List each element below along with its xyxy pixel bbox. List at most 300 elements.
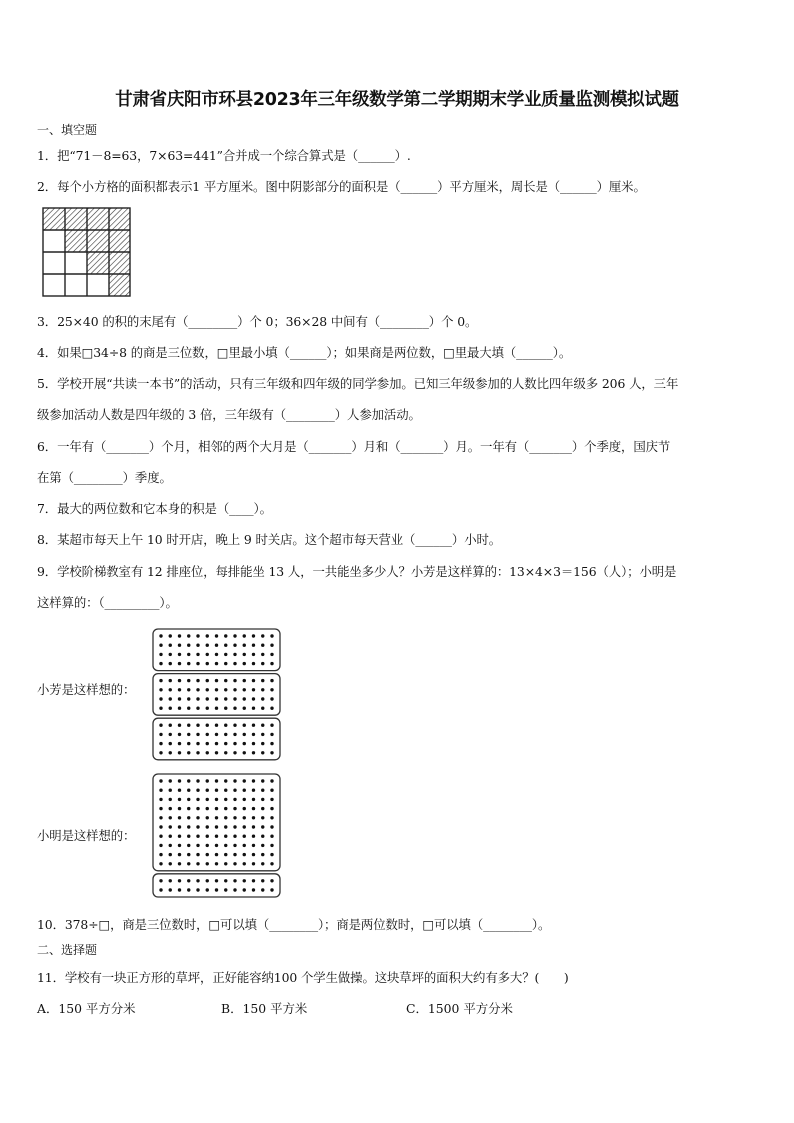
dot	[243, 662, 246, 665]
dot	[243, 733, 246, 736]
dot	[169, 751, 172, 754]
dot	[159, 835, 162, 838]
dot	[215, 816, 218, 819]
dot	[178, 789, 181, 792]
dot	[187, 662, 190, 665]
dot	[187, 697, 190, 700]
question-8: 8．某超市每天上午 10 时开店，晚上 9 时关店。这个超市每天营业（______）小时。	[37, 532, 502, 547]
dot	[206, 662, 209, 665]
dot	[224, 862, 227, 865]
dot	[224, 888, 227, 891]
dot	[243, 825, 246, 828]
dot	[159, 724, 162, 727]
dot	[187, 679, 190, 682]
dot	[187, 688, 190, 691]
dot	[252, 862, 255, 865]
dot	[270, 697, 273, 700]
dot	[252, 679, 255, 682]
dot	[215, 879, 218, 882]
xiaofang-dot-diagram	[152, 628, 282, 754]
dot	[215, 707, 218, 710]
question-11: 11．学校有一块正方形的草坪，正好能容纳100 个学生做操。这块草坪的面积大约有多大？( )	[37, 970, 569, 985]
dot	[252, 742, 255, 745]
dot	[261, 733, 264, 736]
question-9-line-1: 9．学校阶梯教室有 12 排座位，每排能坐 13 人，一共能坐多少人？小芳是这样算的：13×4×3＝156（人）；小明是	[37, 564, 677, 579]
dot	[178, 798, 181, 801]
question-5-line-2: 级参加活动人数是四年级的 3 倍，三年级有（________）人参加活动。	[37, 407, 421, 422]
dot	[187, 653, 190, 656]
dot	[196, 644, 199, 647]
dot	[196, 816, 199, 819]
dot	[233, 697, 236, 700]
dot	[178, 653, 181, 656]
dot	[233, 888, 236, 891]
dot	[178, 662, 181, 665]
dot	[243, 679, 246, 682]
dot	[252, 751, 255, 754]
dot	[270, 807, 273, 810]
dot	[252, 724, 255, 727]
dot	[261, 835, 264, 838]
dot	[187, 751, 190, 754]
dot	[187, 779, 190, 782]
dot	[196, 862, 199, 865]
dot	[270, 751, 273, 754]
dot	[243, 888, 246, 891]
dot	[206, 751, 209, 754]
dot	[159, 844, 162, 847]
dot	[224, 879, 227, 882]
dot	[252, 835, 255, 838]
dot	[159, 707, 162, 710]
question-1: 1．把“71－8=63，7×63=441”合并成一个综合算式是（______）.	[37, 148, 411, 163]
dot	[206, 798, 209, 801]
dot	[233, 662, 236, 665]
option-c[interactable]: C．1500 平方分米	[406, 1001, 513, 1016]
dot	[215, 789, 218, 792]
dot	[169, 653, 172, 656]
dot	[187, 724, 190, 727]
dot	[196, 807, 199, 810]
dot	[224, 634, 227, 637]
option-a[interactable]: A．150 平方分米	[37, 1001, 136, 1016]
dot	[196, 679, 199, 682]
dot	[196, 742, 199, 745]
dot	[206, 733, 209, 736]
dot	[270, 679, 273, 682]
dot	[196, 879, 199, 882]
dot	[159, 751, 162, 754]
dot	[159, 644, 162, 647]
dot	[270, 789, 273, 792]
dot	[224, 688, 227, 691]
dot	[206, 844, 209, 847]
dot	[178, 733, 181, 736]
dot	[233, 742, 236, 745]
question-10: 10．378÷□，商是三位数时，□可以填（________）；商是两位数时，□可以填（________）。	[37, 917, 551, 932]
dot	[169, 662, 172, 665]
dot	[206, 644, 209, 647]
dot	[233, 789, 236, 792]
dot	[215, 733, 218, 736]
section-heading-choice: 二、选择题	[37, 943, 98, 957]
dot	[169, 688, 172, 691]
dot	[261, 779, 264, 782]
dot	[215, 825, 218, 828]
dot	[270, 733, 273, 736]
dot	[243, 653, 246, 656]
dot	[243, 862, 246, 865]
dot	[215, 888, 218, 891]
dot	[261, 888, 264, 891]
dot	[178, 779, 181, 782]
dot	[196, 634, 199, 637]
dot	[261, 844, 264, 847]
dot	[252, 816, 255, 819]
dot	[252, 844, 255, 847]
dot	[261, 653, 264, 656]
dot	[243, 724, 246, 727]
xiaofang-label: 小芳是这样想的：	[37, 682, 136, 697]
dot	[159, 688, 162, 691]
dot	[187, 733, 190, 736]
dot	[224, 662, 227, 665]
dot	[215, 862, 218, 865]
dot	[270, 798, 273, 801]
xiaoming-group-2-rows	[153, 874, 280, 897]
dot	[206, 807, 209, 810]
dot	[243, 707, 246, 710]
dot	[169, 835, 172, 838]
dot	[270, 825, 273, 828]
dot	[243, 751, 246, 754]
dot	[206, 688, 209, 691]
dot	[270, 724, 273, 727]
dot	[178, 835, 181, 838]
dot	[233, 862, 236, 865]
dot	[243, 844, 246, 847]
dot	[178, 742, 181, 745]
dot	[215, 844, 218, 847]
dot	[233, 835, 236, 838]
dot	[187, 853, 190, 856]
dot	[252, 789, 255, 792]
shaded-grid-figure	[43, 208, 131, 298]
dot	[206, 779, 209, 782]
dot	[215, 679, 218, 682]
dot	[196, 653, 199, 656]
dot	[270, 879, 273, 882]
dot	[252, 853, 255, 856]
dot	[206, 816, 209, 819]
dot	[169, 807, 172, 810]
dot	[243, 779, 246, 782]
dot	[159, 862, 162, 865]
dot	[169, 816, 172, 819]
dot	[178, 634, 181, 637]
xiaoming-label: 小明是这样想的：	[37, 828, 136, 843]
dot	[270, 634, 273, 637]
dot	[215, 742, 218, 745]
dot	[233, 751, 236, 754]
dot	[224, 742, 227, 745]
dot	[243, 634, 246, 637]
dot	[206, 697, 209, 700]
dot	[243, 789, 246, 792]
dot	[178, 724, 181, 727]
dot	[196, 751, 199, 754]
dot	[243, 688, 246, 691]
dot	[224, 798, 227, 801]
dot	[178, 644, 181, 647]
dot	[252, 798, 255, 801]
dot	[243, 742, 246, 745]
dot	[206, 724, 209, 727]
dot	[178, 807, 181, 810]
dot	[261, 662, 264, 665]
section-heading-fill-blank: 一、填空题	[37, 123, 98, 137]
dot	[233, 724, 236, 727]
dot	[169, 888, 172, 891]
dot	[159, 697, 162, 700]
dot	[233, 853, 236, 856]
dot	[196, 688, 199, 691]
dot	[233, 644, 236, 647]
dot	[215, 688, 218, 691]
question-3: 3．25×40 的积的末尾有（________）个 0；36×28 中间有（________）个 0。	[37, 314, 478, 329]
dot	[187, 789, 190, 792]
dot	[187, 888, 190, 891]
dot	[252, 888, 255, 891]
dot	[196, 662, 199, 665]
dot	[252, 634, 255, 637]
dot	[252, 807, 255, 810]
dot	[169, 644, 172, 647]
dot	[169, 825, 172, 828]
dot	[233, 816, 236, 819]
dot	[159, 816, 162, 819]
dot	[196, 825, 199, 828]
xiaoming-dot-diagram	[152, 773, 282, 897]
dot	[215, 653, 218, 656]
dot	[233, 807, 236, 810]
dot	[261, 679, 264, 682]
xiaofang-group-1	[153, 629, 280, 671]
dot	[196, 733, 199, 736]
dot	[261, 879, 264, 882]
dot	[178, 879, 181, 882]
dot	[270, 662, 273, 665]
dot	[215, 835, 218, 838]
dot	[196, 697, 199, 700]
dot	[243, 879, 246, 882]
dot	[178, 679, 181, 682]
dot	[206, 653, 209, 656]
dot	[270, 742, 273, 745]
dot	[206, 853, 209, 856]
question-2: 2．每个小方格的面积都表示1 平方厘米。图中阴影部分的面积是（______）平方厘米，周长是（______）厘米。	[37, 179, 646, 194]
dot	[196, 724, 199, 727]
dot	[224, 751, 227, 754]
dot	[178, 751, 181, 754]
dot	[196, 798, 199, 801]
dot	[224, 644, 227, 647]
dot	[159, 742, 162, 745]
dot	[233, 879, 236, 882]
dot	[224, 679, 227, 682]
dot	[206, 888, 209, 891]
dot	[187, 844, 190, 847]
dot	[243, 644, 246, 647]
dot	[233, 653, 236, 656]
dot	[169, 679, 172, 682]
dot	[270, 644, 273, 647]
dot	[169, 789, 172, 792]
question-5-line-1: 5．学校开展“共读一本书”的活动，只有三年级和四年级的同学参加。已知三年级参加的人数比四年级多 206 人，三年	[37, 376, 679, 391]
dot	[252, 879, 255, 882]
dot	[159, 798, 162, 801]
dot	[224, 825, 227, 828]
dot	[196, 835, 199, 838]
dot	[233, 844, 236, 847]
dot	[206, 742, 209, 745]
dot	[261, 724, 264, 727]
dot	[261, 742, 264, 745]
dot	[233, 688, 236, 691]
dot	[215, 779, 218, 782]
dot	[215, 798, 218, 801]
dot	[169, 634, 172, 637]
dot	[206, 825, 209, 828]
dot	[159, 662, 162, 665]
dot	[270, 862, 273, 865]
dot	[243, 798, 246, 801]
dot	[233, 733, 236, 736]
dot	[169, 844, 172, 847]
dot	[261, 688, 264, 691]
dot	[169, 707, 172, 710]
dot	[261, 644, 264, 647]
dot	[196, 844, 199, 847]
dot	[233, 634, 236, 637]
dot	[270, 835, 273, 838]
dot	[159, 779, 162, 782]
dot	[206, 707, 209, 710]
dot	[233, 679, 236, 682]
dot	[224, 697, 227, 700]
dot	[159, 853, 162, 856]
dot	[169, 862, 172, 865]
dot	[196, 779, 199, 782]
xiaoming-group-10-rows	[153, 774, 280, 871]
dot	[224, 853, 227, 856]
dot	[261, 807, 264, 810]
dot	[159, 825, 162, 828]
dot	[206, 679, 209, 682]
dot	[187, 798, 190, 801]
dot	[252, 779, 255, 782]
dot	[206, 835, 209, 838]
dot	[270, 688, 273, 691]
dot	[224, 653, 227, 656]
dot	[224, 816, 227, 819]
dot	[270, 888, 273, 891]
dot	[252, 697, 255, 700]
dot	[243, 807, 246, 810]
dot	[243, 697, 246, 700]
dot	[159, 879, 162, 882]
dot	[233, 779, 236, 782]
dot	[187, 742, 190, 745]
dot	[206, 634, 209, 637]
dot	[187, 835, 190, 838]
dot	[159, 888, 162, 891]
dot	[178, 862, 181, 865]
dot	[224, 707, 227, 710]
dot	[261, 634, 264, 637]
dot	[261, 816, 264, 819]
dot	[187, 644, 190, 647]
dot	[187, 862, 190, 865]
dot	[224, 724, 227, 727]
dot	[178, 697, 181, 700]
dot	[243, 835, 246, 838]
dot	[169, 879, 172, 882]
dot	[159, 679, 162, 682]
dot	[224, 807, 227, 810]
dot	[187, 707, 190, 710]
dot	[169, 733, 172, 736]
question-4: 4．如果□34÷8 的商是三位数，□里最小填（______）；如果商是两位数，□里最大填（______）。	[37, 345, 572, 360]
dot	[252, 644, 255, 647]
dot	[243, 853, 246, 856]
option-b[interactable]: B．150 平方米	[221, 1001, 308, 1016]
dot	[206, 862, 209, 865]
dot	[261, 825, 264, 828]
dot	[169, 724, 172, 727]
dot	[261, 789, 264, 792]
dot	[252, 825, 255, 828]
dot	[196, 853, 199, 856]
dot	[178, 853, 181, 856]
dot	[159, 789, 162, 792]
dot	[178, 688, 181, 691]
question-7: 7．最大的两位数和它本身的积是（____）。	[37, 501, 272, 516]
dot	[270, 653, 273, 656]
dot	[178, 707, 181, 710]
dot	[261, 697, 264, 700]
question-6-line-1: 6．一年有（_______）个月，相邻的两个大月是（_______）月和（_______）月。一年有（_______）个季度，国庆节	[37, 439, 671, 454]
dot	[261, 798, 264, 801]
dot	[252, 688, 255, 691]
dot	[215, 697, 218, 700]
dot	[196, 888, 199, 891]
dot	[261, 853, 264, 856]
dot	[206, 879, 209, 882]
dot	[215, 634, 218, 637]
dot	[224, 733, 227, 736]
dot	[187, 634, 190, 637]
dot	[270, 853, 273, 856]
dot	[252, 662, 255, 665]
dot	[178, 888, 181, 891]
dot	[233, 825, 236, 828]
dot	[187, 816, 190, 819]
dot	[215, 853, 218, 856]
dot	[252, 653, 255, 656]
dot	[169, 742, 172, 745]
dot	[196, 789, 199, 792]
